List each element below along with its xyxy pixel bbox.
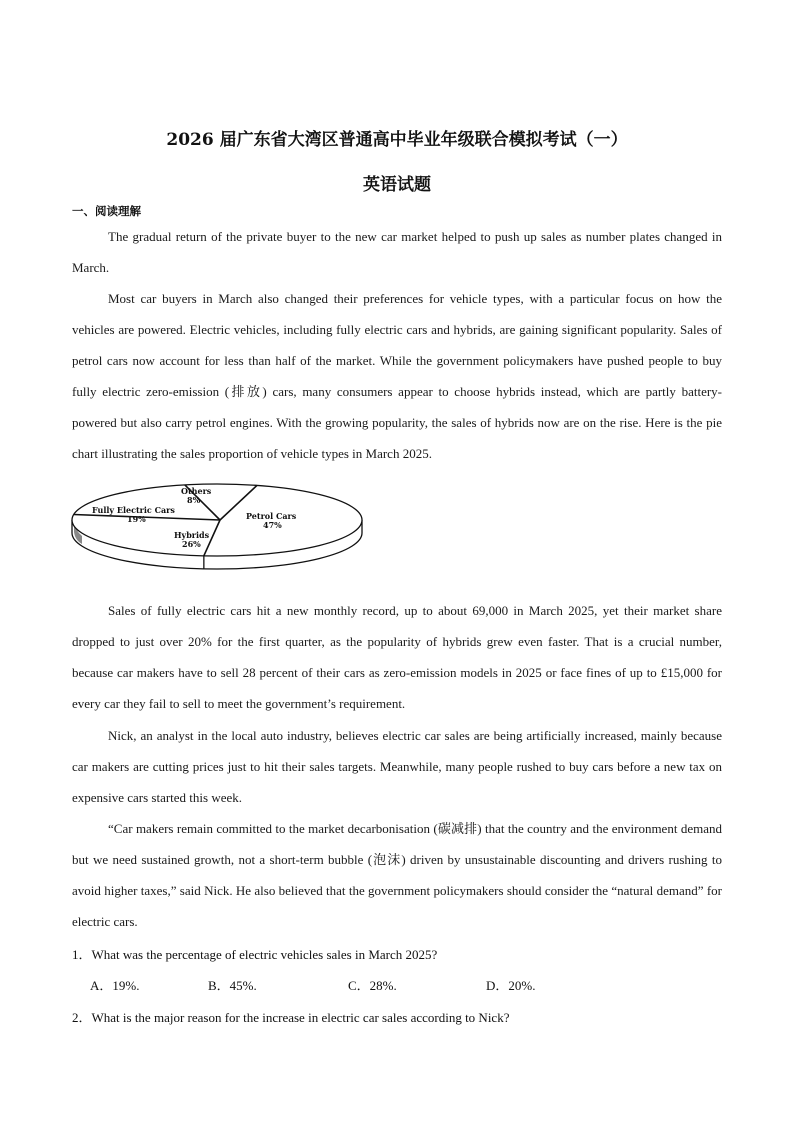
section-heading: 一、阅读理解 [72, 204, 141, 218]
slice-label-hybrids-name: Hybrids [174, 530, 210, 540]
slice-label-petrol-name: Petrol Cars [246, 511, 297, 521]
slice-label-electric-name: Fully Electric Cars [92, 505, 175, 515]
slice-label-petrol-pct: 47% [263, 520, 282, 530]
option-a[interactable]: A．19%. [90, 978, 140, 993]
slice-label-hybrids-pct: 26% [182, 539, 201, 549]
option-b[interactable]: B．45%. [208, 978, 257, 993]
passage-paragraph-1: The gradual return of the private buyer to the new car market helped to push up sales as number plates changed in March. [72, 229, 722, 275]
passage-paragraph-3: Sales of fully electric cars hit a new monthly record, up to about 69,000 in March 2025, yet their market share dropped to just over 20% for the first quarter, as the popularity of hybrids grew even faster. That is a crucial number, because car makers have to sell 28 percent of their cars as zero-emission models in 2025 or face fines of up to £15,000 for every car they fail to sell to meet the government’s requirement. [72, 603, 722, 711]
exam-subject: 英语试题 [363, 175, 431, 195]
option-d[interactable]: D．20%. [486, 978, 536, 993]
vehicle-type-pie-chart [70, 480, 370, 592]
question-1: 1．What was the percentage of electric vehicles sales in March 2025? [72, 947, 438, 962]
slice-label-others-name: Others [181, 486, 212, 496]
slice-label-others-pct: 8% [187, 495, 201, 505]
passage-paragraph-4: Nick, an analyst in the local auto industry, believes electric car sales are being artificially increased, mainly because car makers are cutting prices just to hit their sales targets. Meanwhile, many people rushed to buy cars before a new tax on expensive cars started this week. [72, 728, 722, 805]
question-2: 2．What is the major reason for the increase in electric car sales according to Nick? [72, 1010, 510, 1025]
option-c[interactable]: C．28%. [348, 978, 397, 993]
passage-paragraph-2: Most car buyers in March also changed their preferences for vehicle types, with a particular focus on how the vehicles are powered. Electric vehicles, including fully electric cars and hybrids, are gaining significant popularity. Sales of petrol cars now account for less than half of the market. While the government policymakers have pushed people to buy fully electric zero-emission (排放) cars, many consumers appear to choose hybrids instead, which are partly battery-powered but also carry petrol engines. With the growing popularity, the sales of hybrids now are on the rise. Here is the pie chart illustrating the sales proportion of vehicle types in March 2025. [72, 291, 722, 461]
slice-label-electric-pct: 19% [127, 514, 146, 524]
passage-paragraph-5: “Car makers remain committed to the market decarbonisation (碳减排) that the country and the environment demand but we need sustained growth, not a short-term bubble (泡沫) driven by unsustainable discounting and drivers rushing to avoid higher taxes,” said Nick. He also believed that the government policymakers should consider the “natural demand” for electric cars. [72, 821, 722, 929]
exam-title: 2026 届广东省大湾区普通高中毕业年级联合模拟考试（一） [166, 130, 628, 150]
